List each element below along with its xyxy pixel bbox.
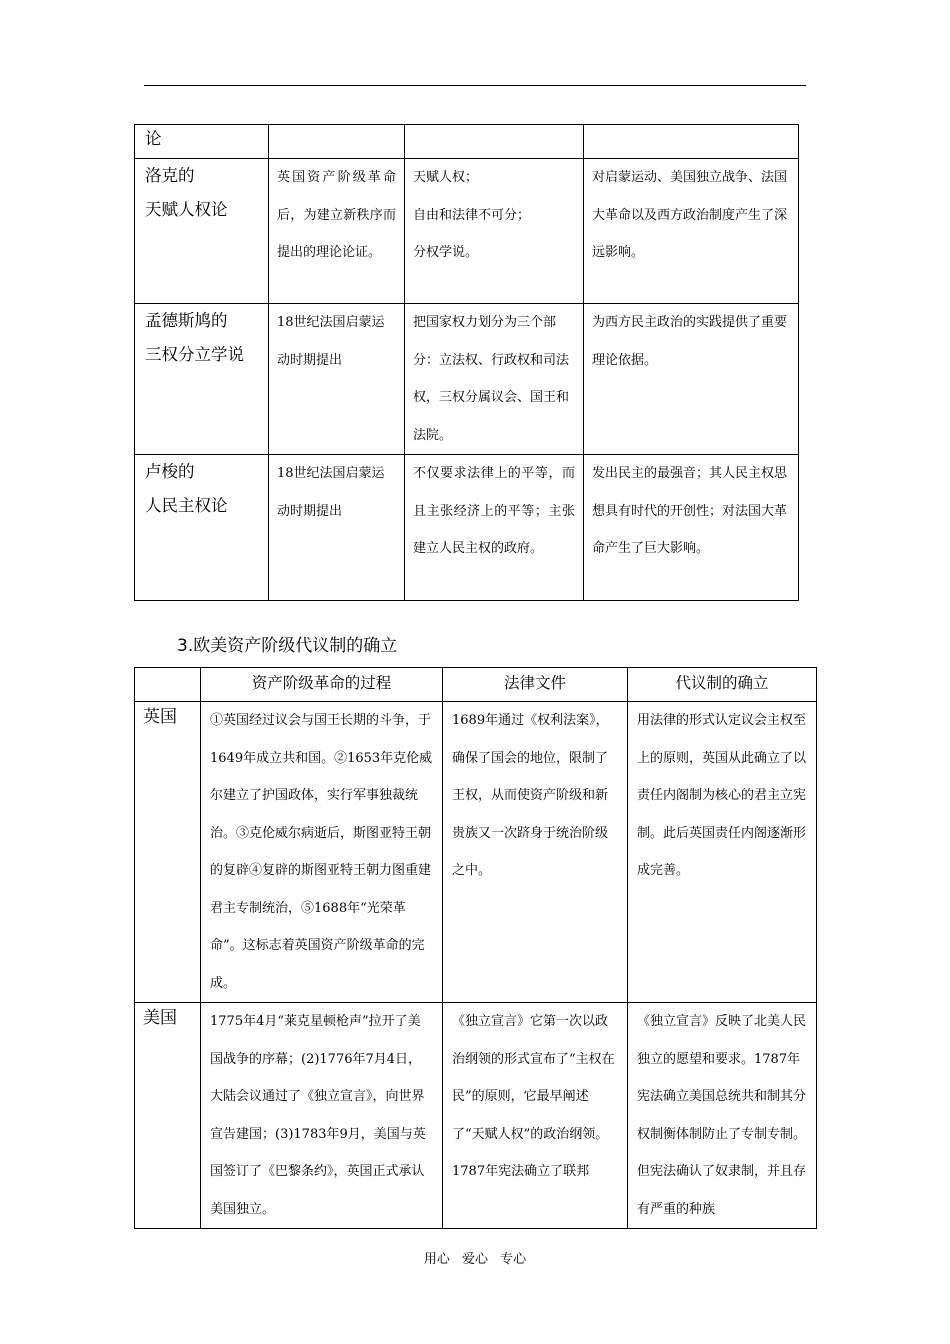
process-cell: 1775年4月“莱克星顿枪声”拉开了美国战争的序幕；(2)1776年7月4日，大陆会议通过了《独立宣言》，向世界宣告建国；(3)1783年9月，美国与英国签订了《巴黎条约》，英国正式承认美国独立。 [201, 1003, 443, 1229]
influence-cell: 发出民主的最强音；其人民主权思想具有时代的开创性；对法国大革命产生了巨大影响。 [584, 455, 799, 601]
column-header-country [135, 668, 201, 702]
process-cell: ①英国经过议会与国王长期的斗争，于1649年成立共和国。②1653年克伦威尔建立了护国政体，实行军事独裁统治。③克伦威尔病逝后，斯图亚特王朝的复辟④复辟的斯图亚特王朝力图重建君主专制统治，⑤1688年“光荣革命”。这标志着英国资产阶级革命的完成。 [201, 702, 443, 1003]
establishment-cell: 《独立宣言》反映了北美人民独立的愿望和要求。1787年宪法确立美国总统共和制其分权制衡体制防止了专制专制。但宪法确认了奴隶制，并且存有严重的种族 [628, 1003, 817, 1229]
background-cell: 英国资产阶级革命后，为建立新秩序而提出的理论论证。 [269, 159, 405, 304]
content-cell: 不仅要求法律上的平等，而且主张经济上的平等；主张建立人民主权的政府。 [405, 455, 584, 601]
header-rule [144, 85, 806, 86]
column-header-law: 法律文件 [443, 668, 628, 702]
influence-cell [584, 125, 799, 159]
table-row [135, 702, 817, 1003]
background-cell [269, 125, 405, 159]
table-row [135, 1003, 817, 1229]
theory-name-cell: 孟德斯鸠的 三权分立学说 [135, 304, 269, 455]
influence-cell: 对启蒙运动、美国独立战争、法国大革命以及西方政治制度产生了深远影响。 [584, 159, 799, 304]
country-cell: 英国 [135, 702, 201, 1003]
content-cell: 把国家权力划分为三个部分：立法权、行政权和司法权，三权分属议会、国王和法院。 [405, 304, 584, 455]
table-row [135, 125, 799, 159]
theory-name-cell: 洛克的 天赋人权论 [135, 159, 269, 304]
representative-system-table [134, 667, 817, 1229]
theory-name-cell: 卢梭的 人民主权论 [135, 455, 269, 601]
country-cell: 美国 [135, 1003, 201, 1229]
establishment-cell: 用法律的形式认定议会主权至上的原则，英国从此确立了以责任内阁制为核心的君主立宪制。此后英国责任内阁逐渐形成完善。 [628, 702, 817, 1003]
influence-cell: 为西方民主政治的实践提供了重要理论依据。 [584, 304, 799, 455]
law-cell: 《独立宣言》它第一次以政治纲领的形式宣布了“主权在民”的原则，它最早阐述了“天赋人权”的政治纲领。 1787年宪法确立了联邦 [443, 1003, 628, 1229]
background-cell: 18世纪法国启蒙运动时期提出 [269, 304, 405, 455]
table-row [135, 159, 799, 304]
page-footer: 用心 爱心 专心 [423, 1252, 527, 1267]
table-row [135, 304, 799, 455]
content-cell [405, 125, 584, 159]
column-header-establishment: 代议制的确立 [628, 668, 817, 702]
law-cell: 1689年通过《权利法案》，确保了国会的地位，限制了王权，从而使资产阶级和新贵族又一次跻身于统治阶级之中。 [443, 702, 628, 1003]
section-title: 3.欧美资产阶级代议制的确立 [177, 636, 398, 656]
background-cell: 18世纪法国启蒙运动时期提出 [269, 455, 405, 601]
table-header-row [135, 668, 817, 702]
content-cell: 天赋人权； 自由和法律不可分； 分权学说。 [405, 159, 584, 304]
column-header-process: 资产阶级革命的过程 [201, 668, 443, 702]
enlightenment-theories-table [134, 124, 799, 601]
table-row [135, 455, 799, 601]
theory-name-cell: 论 [135, 125, 269, 159]
